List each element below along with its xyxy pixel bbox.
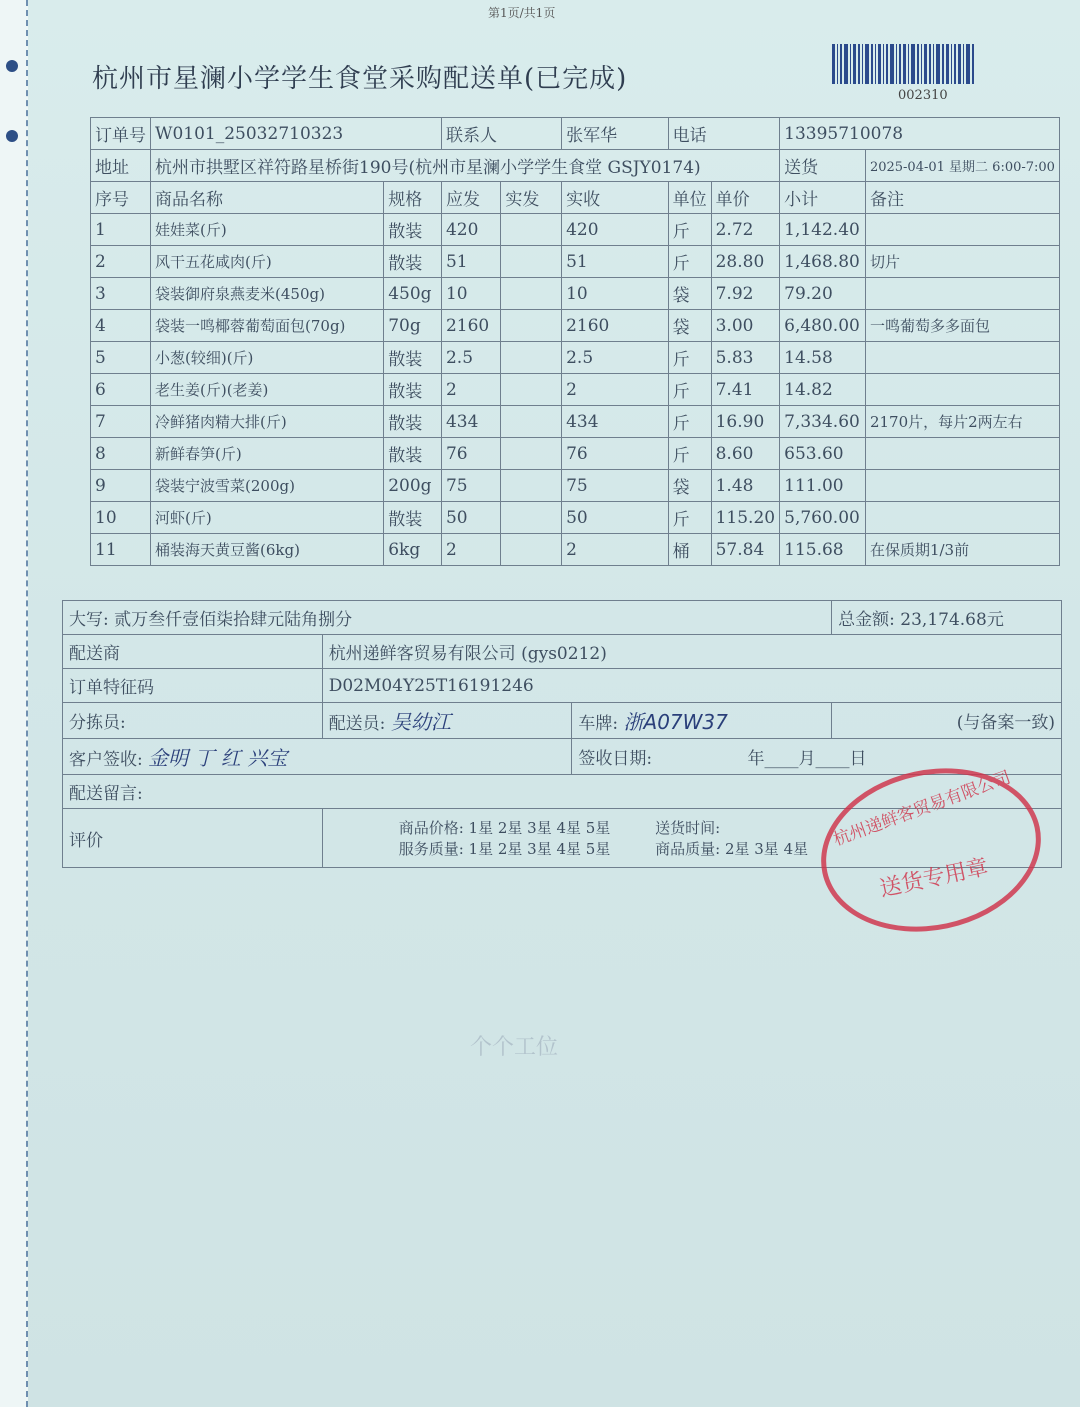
supplier-value: 杭州递鲜客贸易有限公司 (gys0212) — [322, 635, 1061, 669]
cell-unit: 斤 — [668, 246, 711, 278]
cell-subtotal: 79.20 — [780, 278, 866, 310]
cell-name: 袋装宁波雪菜(200g) — [151, 470, 384, 502]
delivery-time: 2025-04-01 星期二 6:00-7:00 — [865, 150, 1059, 182]
table-row — [91, 246, 1060, 278]
table-row — [91, 406, 1060, 438]
table-row — [91, 502, 1060, 534]
cell-spec: 散装 — [384, 406, 442, 438]
plate-note: (与备案一致) — [832, 703, 1062, 739]
perforated-edge — [0, 0, 28, 1407]
cell-recv: 434 — [562, 406, 669, 438]
cell-due: 76 — [441, 438, 500, 470]
cell-due: 2.5 — [441, 342, 500, 374]
cell-due: 2160 — [441, 310, 500, 342]
cell-recv: 420 — [562, 214, 669, 246]
cell-no: 11 — [91, 534, 151, 566]
cell-note — [865, 342, 1059, 374]
table-row — [91, 374, 1060, 406]
cell-no: 6 — [91, 374, 151, 406]
punch-hole-icon — [6, 60, 18, 72]
cell-name: 冷鲜猪肉精大排(斤) — [151, 406, 384, 438]
cell-spec: 6kg — [384, 534, 442, 566]
cell-price: 8.60 — [711, 438, 780, 470]
cell-spec: 散装 — [384, 246, 442, 278]
cell-note: 切片 — [865, 246, 1059, 278]
cell-name: 老生姜(斤)(老姜) — [151, 374, 384, 406]
cell-recv: 2160 — [562, 310, 669, 342]
cell-price: 2.72 — [711, 214, 780, 246]
cell-subtotal: 7,334.60 — [780, 406, 866, 438]
cell-spec: 散装 — [384, 342, 442, 374]
cell-due: 2 — [441, 534, 500, 566]
cell-sent — [501, 246, 562, 278]
cell-no: 5 — [91, 342, 151, 374]
cell-name: 娃娃菜(斤) — [151, 214, 384, 246]
cell-no: 7 — [91, 406, 151, 438]
page-indicator: 第1页/共1页 — [488, 6, 556, 20]
cell-sent — [501, 406, 562, 438]
column-header: 商品名称 — [151, 182, 384, 214]
cell-unit: 斤 — [668, 214, 711, 246]
cell-no: 10 — [91, 502, 151, 534]
supplier-label: 配送商 — [63, 635, 323, 669]
column-header: 备注 — [865, 182, 1059, 214]
cell-note — [865, 214, 1059, 246]
address-value: 杭州市拱墅区祥符路星桥街190号(杭州市星澜小学学生食堂 GSJY0174) — [151, 150, 780, 182]
cell-sent — [501, 310, 562, 342]
cell-name: 小葱(较细)(斤) — [151, 342, 384, 374]
punch-hole-icon — [6, 130, 18, 142]
cell-note — [865, 438, 1059, 470]
cell-unit: 斤 — [668, 406, 711, 438]
cell-subtotal: 115.68 — [780, 534, 866, 566]
cell-no: 4 — [91, 310, 151, 342]
cell-unit: 斤 — [668, 438, 711, 470]
cell-sent — [501, 342, 562, 374]
cell-unit: 斤 — [668, 374, 711, 406]
cell-recv: 75 — [562, 470, 669, 502]
cell-name: 袋装御府泉燕麦米(450g) — [151, 278, 384, 310]
cell-unit: 袋 — [668, 278, 711, 310]
cell-due: 420 — [441, 214, 500, 246]
total-amount: 总金额: 23,174.68元 — [832, 601, 1062, 635]
table-row — [91, 278, 1060, 310]
cell-unit: 斤 — [668, 342, 711, 374]
picker-label: 分拣员: — [63, 703, 323, 739]
cell-unit: 袋 — [668, 310, 711, 342]
cell-name: 桶装海天黄豆酱(6kg) — [151, 534, 384, 566]
cell-price: 3.00 — [711, 310, 780, 342]
faint-pencil-mark: 个个工位 — [470, 1035, 559, 1060]
cell-note — [865, 278, 1059, 310]
column-header: 小计 — [780, 182, 866, 214]
cell-recv: 2.5 — [562, 342, 669, 374]
courier-cell: 配送员: 吴幼江 — [322, 703, 572, 739]
cell-unit: 斤 — [668, 502, 711, 534]
cell-subtotal: 653.60 — [780, 438, 866, 470]
cell-unit: 桶 — [668, 534, 711, 566]
address-label: 地址 — [91, 150, 151, 182]
cell-spec: 散装 — [384, 502, 442, 534]
cell-sent — [501, 374, 562, 406]
header-row-1 — [91, 118, 1060, 150]
cell-price: 7.92 — [711, 278, 780, 310]
cell-due: 51 — [441, 246, 500, 278]
cell-note — [865, 374, 1059, 406]
cell-spec: 70g — [384, 310, 442, 342]
cell-no: 3 — [91, 278, 151, 310]
cell-no: 2 — [91, 246, 151, 278]
cell-note — [865, 502, 1059, 534]
cell-name: 新鲜春笋(斤) — [151, 438, 384, 470]
column-header: 单价 — [711, 182, 780, 214]
cell-name: 袋装一鸣椰蓉葡萄面包(70g) — [151, 310, 384, 342]
company-seal-stamp: 杭州递鲜客贸易有限公司 送货专用章 — [806, 749, 1056, 952]
cell-recv: 10 — [562, 278, 669, 310]
phone-label: 电话 — [668, 118, 780, 150]
column-header: 规格 — [384, 182, 442, 214]
order-number: W0101_25032710323 — [151, 118, 442, 150]
cell-no: 1 — [91, 214, 151, 246]
order-table — [90, 117, 1060, 566]
cell-price: 5.83 — [711, 342, 780, 374]
barcode-icon — [832, 44, 1018, 84]
header-row-2 — [91, 150, 1060, 182]
cell-note — [865, 470, 1059, 502]
customer-signature: 金明 丁 红 兴宝 — [148, 746, 288, 770]
cell-recv: 76 — [562, 438, 669, 470]
cell-subtotal: 1,468.80 — [780, 246, 866, 278]
column-header: 应发 — [441, 182, 500, 214]
cell-sent — [501, 438, 562, 470]
cell-name: 河虾(斤) — [151, 502, 384, 534]
sign-date-cell: 签收日期: 年____月____日 — [572, 739, 1062, 775]
cell-note: 一鸣葡萄多多面包 — [865, 310, 1059, 342]
cell-recv: 2 — [562, 374, 669, 406]
barcode-number: 002310 — [898, 88, 948, 103]
capital-amount: 大写: 贰万叁仟壹佰柒拾肆元陆角捌分 — [63, 601, 832, 635]
table-row — [91, 342, 1060, 374]
cell-price: 28.80 — [711, 246, 780, 278]
cell-spec: 200g — [384, 470, 442, 502]
cell-subtotal: 6,480.00 — [780, 310, 866, 342]
cell-due: 50 — [441, 502, 500, 534]
cell-price: 57.84 — [711, 534, 780, 566]
cell-sent — [501, 502, 562, 534]
column-header: 实收 — [562, 182, 669, 214]
column-header: 单位 — [668, 182, 711, 214]
cell-due: 75 — [441, 470, 500, 502]
cell-sent — [501, 470, 562, 502]
order-label: 订单号 — [91, 118, 151, 150]
cell-subtotal: 5,760.00 — [780, 502, 866, 534]
cell-recv: 51 — [562, 246, 669, 278]
cell-price: 7.41 — [711, 374, 780, 406]
cell-subtotal: 111.00 — [780, 470, 866, 502]
plate-cell: 车牌: 浙A07W37 — [572, 703, 832, 739]
code-value: D02M04Y25T16191246 — [322, 669, 1061, 703]
cell-recv: 50 — [562, 502, 669, 534]
cell-due: 10 — [441, 278, 500, 310]
cell-no: 9 — [91, 470, 151, 502]
table-row — [91, 310, 1060, 342]
column-header-row — [91, 182, 1060, 214]
message-cell: 配送留言: — [63, 775, 1062, 809]
delivery-label: 送货 — [780, 150, 866, 182]
contact-name: 张军华 — [562, 118, 669, 150]
table-row — [91, 438, 1060, 470]
cell-due: 2 — [441, 374, 500, 406]
rating-label: 评价 — [63, 809, 323, 868]
cell-price: 115.20 — [711, 502, 780, 534]
cell-sent — [501, 278, 562, 310]
cell-no: 8 — [91, 438, 151, 470]
cell-unit: 袋 — [668, 470, 711, 502]
plate-signature: 浙A07W37 — [623, 710, 728, 734]
code-label: 订单特征码 — [63, 669, 323, 703]
customer-sign-cell: 客户签收: 金明 丁 红 兴宝 — [63, 739, 572, 775]
column-header: 序号 — [91, 182, 151, 214]
cell-name: 风干五花咸肉(斤) — [151, 246, 384, 278]
cell-spec: 散装 — [384, 374, 442, 406]
cell-note: 在保质期1/3前 — [865, 534, 1059, 566]
cell-spec: 450g — [384, 278, 442, 310]
courier-signature: 吴幼江 — [390, 710, 451, 734]
contact-label: 联系人 — [441, 118, 561, 150]
cell-spec: 散装 — [384, 214, 442, 246]
cell-spec: 散装 — [384, 438, 442, 470]
rating-cell: 商品价格: 1星 2星 3星 4星 5星 送货时间: 服务质量: 1星 2星 3星 4星 5星 商品质量: 2星 3星 4星 — [322, 809, 1061, 868]
cell-price: 16.90 — [711, 406, 780, 438]
column-header: 实发 — [501, 182, 562, 214]
cell-price: 1.48 — [711, 470, 780, 502]
cell-sent — [501, 534, 562, 566]
cell-subtotal: 14.82 — [780, 374, 866, 406]
cell-sent — [501, 214, 562, 246]
cell-due: 434 — [441, 406, 500, 438]
cell-recv: 2 — [562, 534, 669, 566]
table-row — [91, 534, 1060, 566]
table-row — [91, 214, 1060, 246]
table-row — [91, 470, 1060, 502]
page-title: 杭州市星澜小学学生食堂采购配送单(已完成) — [92, 64, 628, 94]
cell-note: 2170片，每片2两左右 — [865, 406, 1059, 438]
cell-subtotal: 14.58 — [780, 342, 866, 374]
cell-subtotal: 1,142.40 — [780, 214, 866, 246]
phone-number: 13395710078 — [780, 118, 1060, 150]
